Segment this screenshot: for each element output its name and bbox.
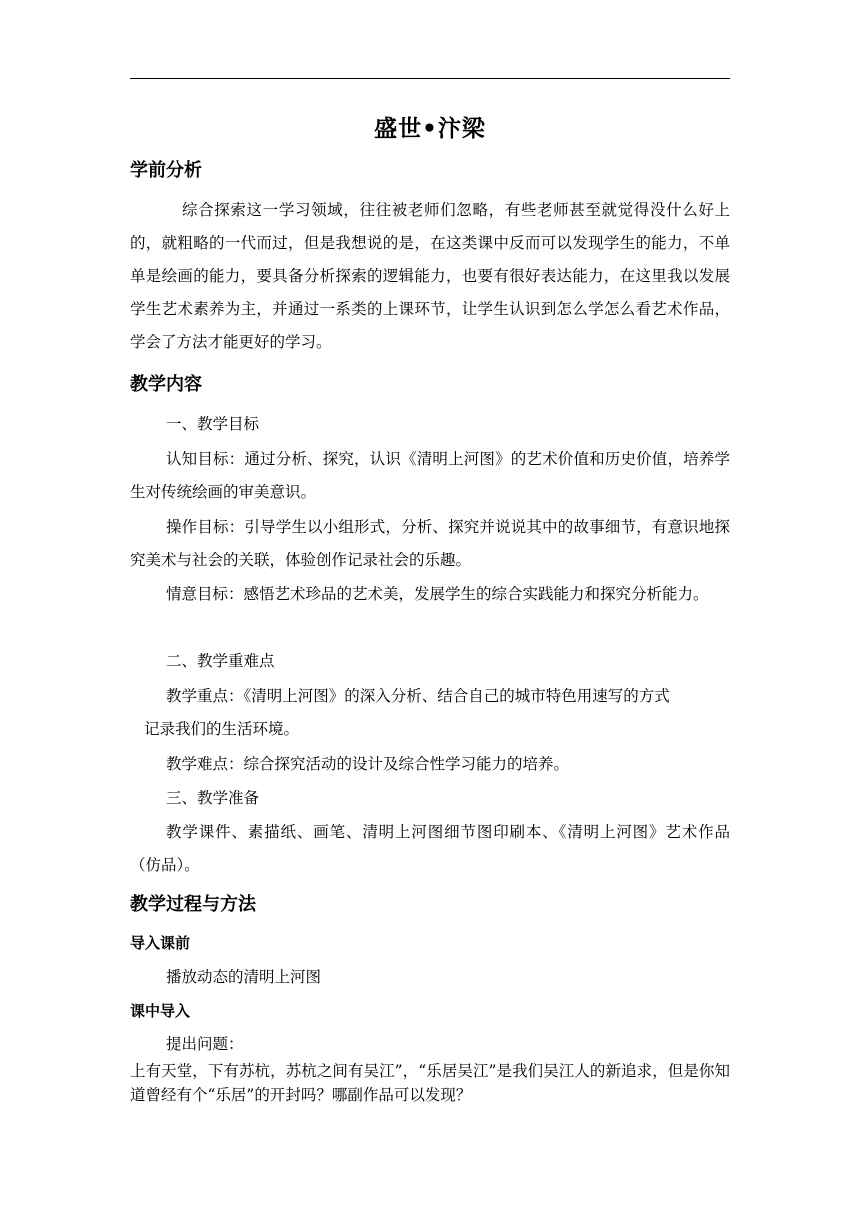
section-heading-pre-analysis: 学前分析 [130,160,202,181]
preparation-paragraph: 教学课件、素描纸、画笔、清明上河图细节图印刷本、《清明上河图》艺术作品（仿品）。 [130,823,730,874]
section-heading-process: 教学过程与方法 [130,894,256,915]
goals-heading: 一、教学目标 [166,415,260,433]
subheading-lead: 课中导入 [130,1002,191,1020]
section-heading-content: 教学内容 [130,374,202,395]
key-difficulty-heading: 二、教学重难点 [166,652,275,670]
goal-operation: 操作目标：引导学生以小组形式，分析、探究并说说其中的故事细节，有意识地探究美术与社会的关联，体验创作记录社会的乐趣。 [130,518,730,569]
goal-cognitive: 认知目标：通过分析、探究，认识《清明上河图》的艺术价值和历史价值，培养学生对传统绘画的审美意识。 [130,450,730,501]
difficulty-line: 教学难点：综合探究活动的设计及综合性学习能力的培养。 [166,755,570,773]
intro-body: 播放动态的清明上河图 [166,968,322,986]
preparation-heading: 三、教学准备 [166,789,260,807]
subheading-intro: 导入课前 [130,934,191,952]
lead-question-label: 提出问题： [166,1035,244,1053]
goal-emotion: 情意目标：感悟艺术珍品的艺术美，发展学生的综合实践能力和探究分析能力。 [166,585,709,603]
document-title: 盛世•汴梁 [374,116,486,142]
lead-question-body: 上有天堂，下有苏杭，苏杭之间有吴江”，“乐居吴江”是我们吴江人的新追求，但是你知道曾经有个“乐居”的开封吗？哪副作品可以发现？ [130,1062,730,1104]
key-point-line-2: 记录我们的生活环境。 [144,720,300,738]
key-point-line-1: 教学重点：《清明上河图》的深入分析、结合自己的城市特色用速写的方式 [166,687,670,705]
header-rule [130,78,730,79]
pre-analysis-paragraph: 综合探索这一学习领域，往往被老师们忽略，有些老师甚至就觉得没什么好上的，就粗略的一代而过，但是我想说的是，在这类课中反而可以发现学生的能力，不单单是绘画的能力，要具备分析探索的逻辑能力，也要有很好表达能力，在这里我以发展学生艺术素养为主，并通过一系类的上课环节，让学生认识到怎么学怎么看艺术作品，学会了方法才能更好的学习。 [130,201,730,351]
